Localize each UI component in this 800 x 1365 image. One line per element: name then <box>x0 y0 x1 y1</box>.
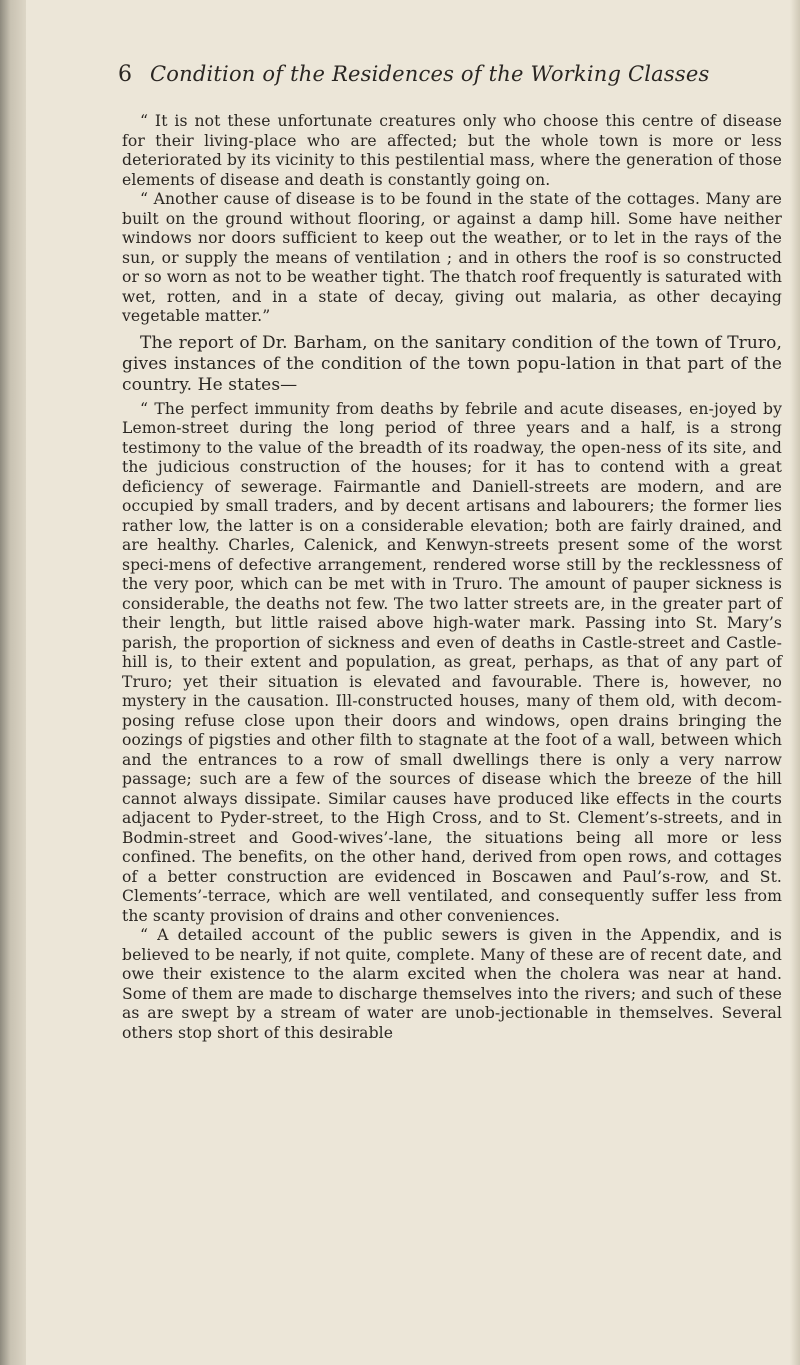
paragraph-cottages: “ Another cause of disease is to be found in the state of the cottages. Many are built on the ground without flooring, or against a damp hill. Some have neither windows nor doors sufficient to keep out the weather, or to let in the rays of the sun, or supply the means of ventilation ; and in others the roof is so constructed or so worn as not to be weather tight. The thatch roof frequently is saturated with wet, rotten, and in a state of decay, giving out malaria, as other decaying vegetable matter.” <box>122 190 782 325</box>
page-body <box>122 112 782 1043</box>
page-header <box>26 62 800 96</box>
running-title: Condition of the Residences of the Working Classes <box>150 62 710 86</box>
paragraph-diseased-centre: “ It is not these unfortunate creatures only who choose this centre of disease for their living-place who are affected; but the whole town is more or less deteriorated by its vicinity to this pestilential mass, where the generation of those elements of disease and death is constantly going on. <box>122 112 782 189</box>
page-number: 6 <box>118 62 132 87</box>
paragraph-barham-report: The report of Dr. Barham, on the sanitary condition of the town of Truro, gives instances of the condition of the town popu-lation in that part of the country. He states— <box>122 332 782 395</box>
book-page <box>26 0 800 1365</box>
page-edge <box>790 0 800 1365</box>
book-spine-shadow <box>0 0 26 1365</box>
paragraph-truro-streets: “ The perfect immunity from deaths by febrile and acute diseases, en-joyed by Lemon-street during the long period of three years and a half, is a strong testimony to the value of the breadth of its roadway, the open-ness of its site, and the judicious construction of the houses; for it has to contend with a great deficiency of sewerage. Fairmantle and Daniell-streets are modern, and are occupied by small traders, and by decent artisans and labourers; the former lies rather low, the latter is on a considerable elevation; both are fairly drained, and are healthy. Charles, Calenick, and Kenwyn-streets present some of the worst speci-mens of defective arrangement, rendered worse still by the recklessness of the very poor, which can be met with in Truro. The amount of pauper sickness is considerable, the deaths not few. The two latter streets are, in the greater part of their length, but little raised above high-water mark. Passing into St. Mary’s parish, the proportion of sickness and even of deaths in Castle-street and Castle-hill is, to their extent and population, as great, perhaps, as that of any part of Truro; yet their situation is elevated and favourable. There is, however, no mystery in the causation. Ill-constructed houses, many of them old, with decom-posing refuse close upon their doors and windows, open drains bringing the oozings of pigsties and other filth to stagnate at the foot of a wall, between which and the entrances to a row of small dwellings there is only a very narrow passage; such are a few of the sources of disease which the breeze of the hill cannot always dissipate. Similar causes have produced like effects in the courts adjacent to Pyder-street, to the High Cross, and to St. Clement’s-streets, and in Bodmin-street and Good-wives’-lane, the situations being all more or less confined. The benefits, on the other hand, derived from open rows, and cottages of a better construction are evidenced in Boscawen and Paul’s-row, and St. Clements’-terrace, which are well ventilated, and consequently suffer less from the scanty provision of drains and other conveniences. <box>122 399 782 925</box>
paragraph-public-sewers: “ A detailed account of the public sewers is given in the Appendix, and is believed to be nearly, if not quite, complete. Many of these are of recent date, and owe their existence to the alarm excited when the cholera was near at hand. Some of them are made to discharge themselves into the rivers; and such of these as are swept by a stream of water are unob-jectionable in themselves. Several others stop short of this desirable <box>122 926 782 1042</box>
